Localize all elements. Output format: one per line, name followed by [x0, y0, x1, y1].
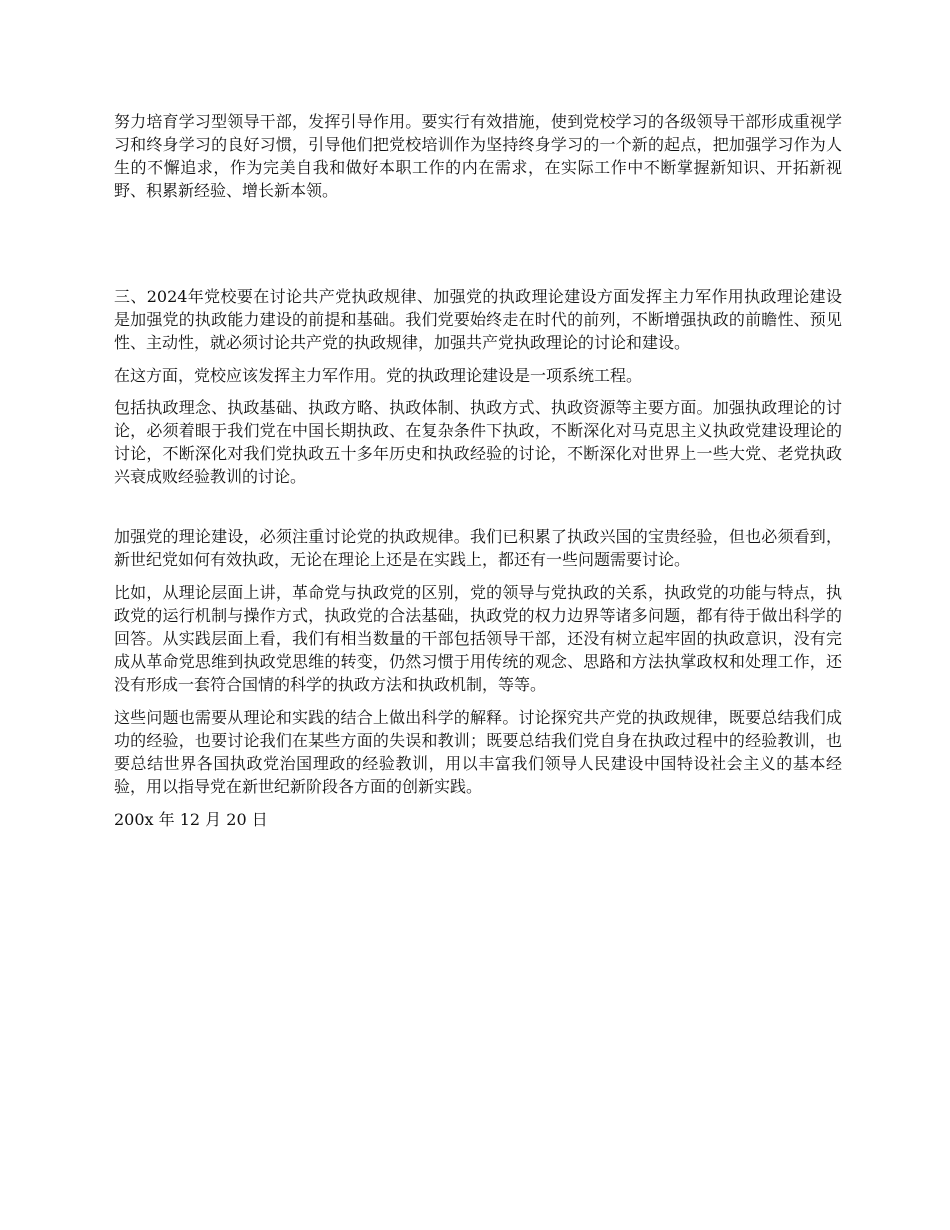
paragraph-governance-aspects: 包括执政理念、执政基础、执政方略、执政体制、执政方式、执政资源等主要方面。加强执政理论的讨论，必须着眼于我们党在中国长期执政、在复杂条件下执政，不断深化对马克思主义执政党建设理论的讨论，不断深化对我们党执政五十多年历史和执政经验的讨论，不断深化对世界上一些大党、老党执政兴衰成败经验教训的讨论。 — [114, 398, 842, 486]
paragraph-scientific-explanation: 这些问题也需要从理论和实践的结合上做出科学的解释。讨论探究共产党的执政规律，既要总结我们成功的经验，也要讨论我们在某些方面的失误和教训；既要总结我们党自身在执政过程中的经验教训，也要总结世界各国执政党治国理政的经验教训，用以丰富我们领导人民建设中国特设社会主义的基本经验，用以指导党在新世纪新阶段各方面的创新实践。 — [114, 708, 842, 796]
paragraph-main-force: 在这方面，党校应该发挥主力军作用。党的执政理论建设是一项系统工程。 — [114, 366, 643, 385]
document-body — [114, 110, 842, 831]
paragraph-section-three: 三、2024年党校要在讨论共产党执政规律、加强党的执政理论建设方面发挥主力军作用执政理论建设是加强党的执政能力建设的前提和基础。我们党要始终走在时代的前列，不断增强执政的前瞻性、预见性、主动性，就必须讨论共产党的执政规律，加强共产党执政理论的讨论和建设。 — [114, 287, 842, 352]
paragraph-examples: 比如，从理论层面上讲，革命党与执政党的区别，党的领导与党执政的关系，执政党的功能与特点，执政党的运行机制与操作方式，执政党的合法基础，执政党的权力边界等诸多问题，都有待于做出科学的回答。从实践层面上看，我们有相当数量的干部包括领导干部，还没有树立起牢固的执政意识，没有完成从革命党思维到执政党思维的转变，仍然习惯于用传统的观念、思路和方法执掌政权和处理工作，还没有形成一套符合国情的科学的执政方法和执政机制，等等。 — [114, 583, 842, 694]
paragraph-governance-laws: 加强党的理论建设，必须注重讨论党的执政规律。我们已积累了执政兴国的宝贵经验，但也必须看到，新世纪党如何有效执政，无论在理论上还是在实践上，都还有一些问题需要讨论。 — [114, 527, 842, 569]
document-date: 200x 年 12 月 20 日 — [114, 810, 268, 829]
paragraph-learning-leaders: 努力培育学习型领导干部，发挥引导作用。要实行有效措施，使到党校学习的各级领导干部形成重视学习和终身学习的良好习惯，引导他们把党校培训作为坚持终身学习的一个新的起点，把加强学习作为人生的不懈追求，作为完美自我和做好本职工作的内在需求，在实际工作中不断掌握新知识、开拓新视野、积累新经验、增长新本领。 — [114, 112, 842, 200]
